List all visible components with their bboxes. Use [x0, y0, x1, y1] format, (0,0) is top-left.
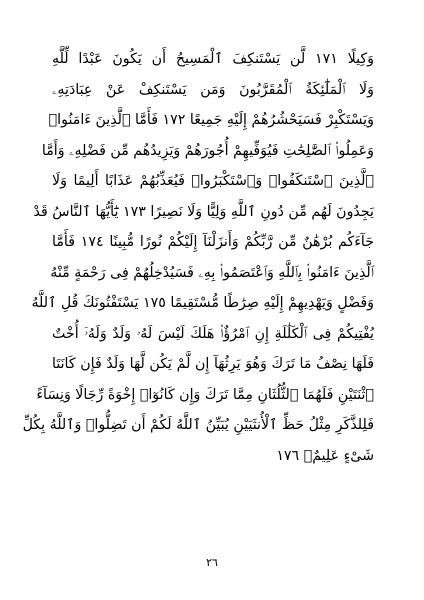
text-line: فَلَهَا نِصْفُ مَا تَرَكَ وَهُوَ يَرِثُهَآ إِن لَّمْ يَكُن لَّهَا وَلَدٌ فَإِن كَانَتَا [52, 356, 374, 372]
text-line: يَجِدُونَ لَهُم مِّن دُونِ ٱللَّهِ وَلِيًّا وَلَا نَصِيرًا ١٧٣ يَٰٓأَيُّهَا ٱلنَّاسُ قَدْ [33, 203, 374, 220]
text-line: وَفَضْلٍ وَيَهْدِيهِمْ إِلَيْهِ صِرَٰطًا مُّسْتَقِيمًا ١٧٥ يَسْتَفْتُونَكَ قُلِ ٱللَّهُ [31, 295, 374, 311]
verse-text-block [22, 44, 374, 471]
text-line: شَىْءٍ عَلِيمٌۢ ١٧٦ [276, 447, 374, 464]
text-line: وَلَا ٱلْمَلَٰٓئِكَةُ ٱلْمُقَرَّبُونَ وَمَن يَسْتَنكِفْ عَنْ عِبَادَتِهِۦ [52, 81, 374, 98]
text-line: جَآءَكُم بُرْهَٰنٌ مِّن رَّبِّكُمْ وَأَنزَلْنَآ إِلَيْكُمْ نُورًا مُّبِينًا ١٧٤ فَأَمَّا [52, 234, 374, 250]
text-line: فَلِلذَّكَرِ مِثْلُ حَظِّ ٱلْأُنثَيَيْنِ يُبَيِّنُ ٱللَّهُ لَكُمْ أَن تَضِلُّوا۟ وَٱللَّهُ بِكُلِّ [22, 417, 374, 433]
text-line: وَيَسْتَكْبِرْ فَسَيَحْشُرُهُمْ إِلَيْهِ جَمِيعًا ١٧٢ فَأَمَّا ٱلَّذِينَ ءَامَنُوا۟ [48, 112, 374, 128]
text-line: ٱلَّذِينَ ءَامَنُوا۟ بِٱللَّهِ وَٱعْتَصَمُوا۟ بِهِۦ فَسَيُدْخِلُهُمْ فِى رَحْمَةٍ مِّنْهُ [50, 264, 374, 281]
text-line: وَكِيلًا ١٧١ لَّن يَسْتَنكِفَ ٱلْمَسِيحُ أَن يَكُونَ عَبْدًا لِّلَّهِ [52, 51, 374, 67]
text-line: ٱلَّذِينَ ٱسْتَنكَفُوا۟ وَٱسْتَكْبَرُوا۟ فَيُعَذِّبُهُمْ عَذَابًا أَلِيمًا وَلَا [52, 173, 374, 189]
text-line: يُفْتِيكُمْ فِى ٱلْكَلَٰلَةِ إِنِ ٱمْرُؤٌا۟ هَلَكَ لَيْسَ لَهُۥ وَلَدٌ وَلَهُۥٓ أُخْتٌ [52, 325, 374, 342]
text-line: ٱثْنَتَيْنِ فَلَهُمَا ٱلثُّلُثَانِ مِمَّا تَرَكَ وَإِن كَانُوٓا۟ إِخْوَةً رِّجَالًا وَنِسَآءً [36, 386, 374, 403]
text-line: وَعَمِلُوا۟ ٱلصَّٰلِحَٰتِ فَيُوَفِّيهِمْ أُجُورَهُمْ وَيَزِيدُهُم مِّن فَضْلِهِۦ وَأَمَّا [41, 142, 374, 159]
page-number: ٢٦ [206, 556, 218, 569]
